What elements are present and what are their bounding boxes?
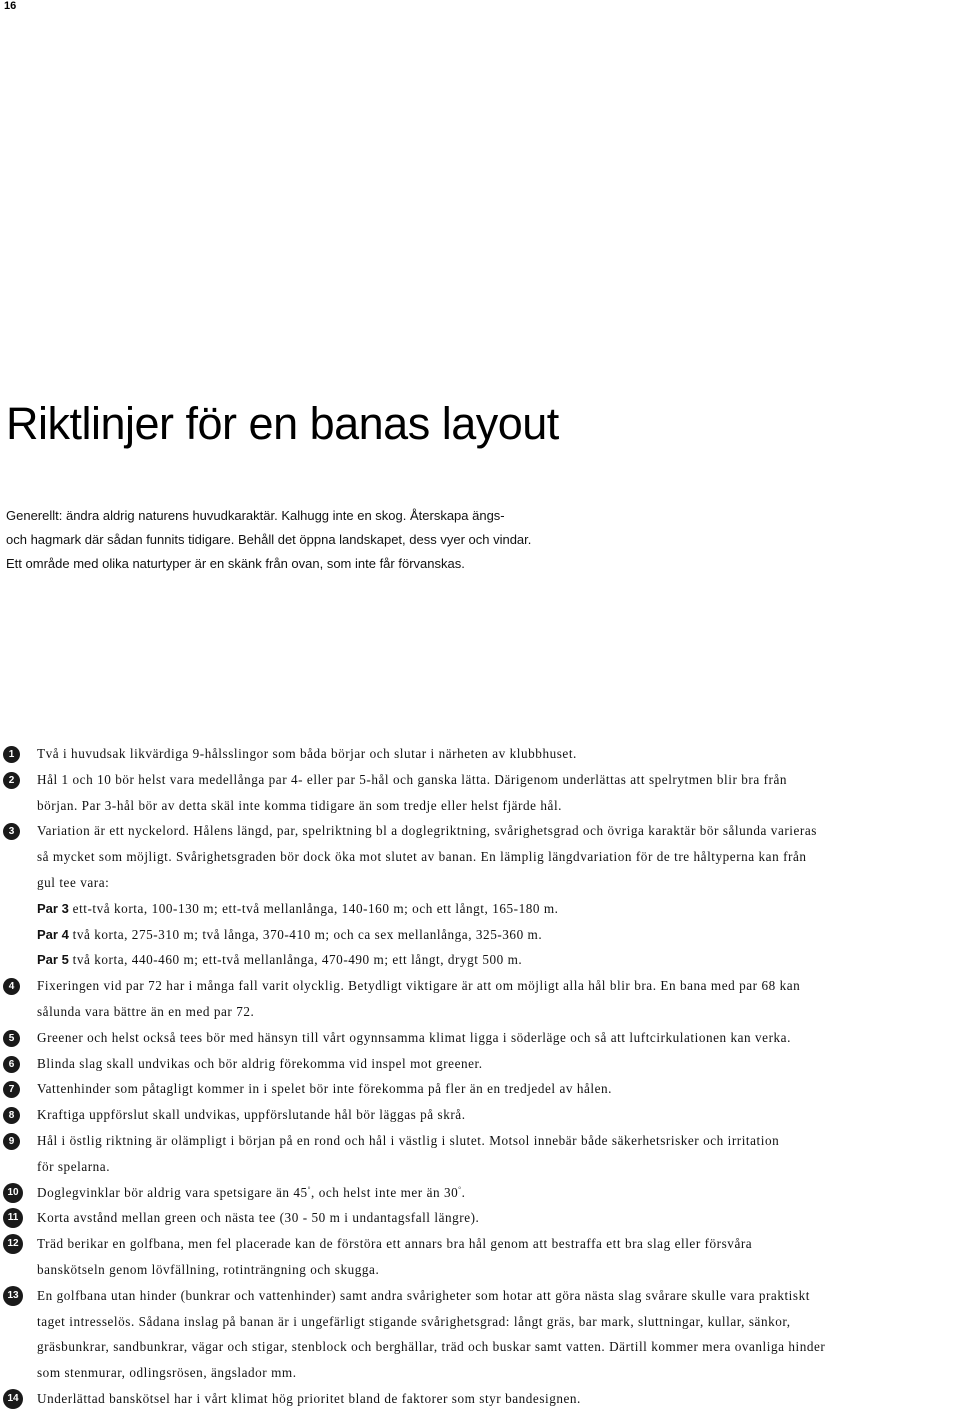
guideline-item-2 [3,767,952,819]
item-text [37,1180,952,1206]
number-badge: 12 [3,1234,23,1254]
number-badge: 1 [3,746,20,763]
guideline-list [3,741,952,1412]
number-badge: 9 [3,1133,20,1150]
guideline-item-3 [3,818,952,973]
number-badge: 7 [3,1081,20,1098]
par-row-3 [37,896,952,922]
item-text: Greener och helst också tees bör med hänsyn till vårt ogynnsamma klimat ligga i söderläge och så att luftcirkulationen kan verka. [37,1029,791,1045]
guideline-item-6 [3,1051,952,1077]
number-badge: 4 [3,978,20,995]
page-title: Riktlinjer för en banas layout [6,398,559,449]
par-text: ett-två korta, 100-130 m; ett-två mellanlånga, 140-160 m; och ett långt, 165-180 m. [68,900,559,916]
intro-line: Ett område med olika naturtyper är en skänk från ovan, som inte får förvanskas. [6,556,465,571]
guideline-item-1 [3,741,952,767]
guideline-item-4 [3,973,952,1025]
par-label: Par 5 [37,952,69,968]
par-row-5 [37,947,952,973]
number-badge: 10 [3,1183,23,1203]
number-badge: 8 [3,1107,20,1124]
item-text: Hål i östlig riktning är olämpligt i början på en rond och hål i västlig i slutet. Motsol innebär både säkerhetsrisker och irritation [37,1132,780,1148]
guideline-item-5 [3,1025,952,1051]
item-text: Korta avstånd mellan green och nästa tee (30 - 50 m i undantagsfall längre). [37,1210,480,1226]
item-text: Blinda slag skall undvikas och bör aldrig förekomma vid inspel mot greener. [37,1055,483,1071]
number-badge: 2 [3,772,20,789]
intro-line: och hagmark där sådan funnits tidigare. Behåll det öppna landskapet, dess vyer och vindar. [6,532,532,547]
item-text-part: . [461,1184,466,1200]
number-badge: 14 [3,1389,23,1409]
item-text: Hål 1 och 10 bör helst vara medellånga par 4- eller par 5-hål och ganska lätta. Därigenom underlättas att spelrytmen blir bra från [37,771,788,787]
item-text: Två i huvudsak likvärdiga 9-hålsslingor som båda börjar och slutar i närheten av klubbhuset. [37,746,577,761]
page-number: 16 [4,0,17,12]
item-text: Kraftiga uppförslut skall undvikas, uppförslutande hål bör läggas på skrå. [37,1107,466,1123]
guideline-item-10 [3,1180,952,1206]
item-text-part: , och helst inte mer än 30 [311,1184,459,1200]
item-text: taget intresselös. Sådana inslag på banan är i ungefärligt stigande svårighetsgrad: långt gräs, bar mark, sluttningar, kullar, sänkor, [37,1313,791,1329]
guideline-item-11 [3,1205,952,1231]
number-badge: 6 [3,1056,20,1073]
item-text: så mycket som möjligt. Svårighetsgraden bör dock öka mot slutet av banan. En lämplig längdvariation för de tre håltyperna kan från [37,849,807,865]
item-text-part: Doglegvinklar bör aldrig vara spetsigare än 45 [37,1184,308,1200]
intro-paragraph [6,504,531,576]
guideline-item-7 [3,1076,952,1102]
par-text: två korta, 440-460 m; ett-två mellanlånga, 470-490 m; ett långt, drygt 500 m. [68,952,523,968]
par-row-4 [37,922,952,948]
item-text: sålunda vara bättre än en med par 72. [37,1003,255,1019]
guideline-item-14 [3,1386,952,1412]
item-text: Träd berikar en golfbana, men fel placerade kan de förstöra ett annars bra hål genom att bestraffa ett bra slag eller försvåra [37,1236,753,1252]
item-text: Underlättad banskötsel har i vårt klimat hög prioritet bland de faktorer som styr bandesignen. [37,1390,581,1406]
number-badge: 5 [3,1030,20,1047]
number-badge: 3 [3,823,20,840]
par-label: Par 4 [37,926,69,942]
item-text: Variation är ett nyckelord. Hålens längd, par, spelriktning bl a doglegriktning, svårighetsgrad och övriga karaktär bör sålunda varieras [37,823,817,839]
item-text: gul tee vara: [37,874,110,890]
par-text: två korta, 275-310 m; två långa, 370-410 m; och ca sex mellanlånga, 325-360 m. [68,926,543,942]
item-text: som stenmurar, odlingsrösen, ängslador mm. [37,1365,297,1381]
guideline-item-8 [3,1102,952,1128]
degree-symbol: ° [458,1185,462,1194]
intro-line: Generellt: ändra aldrig naturens huvudkaraktär. Kalhugg inte en skog. Återskapa ängs- [6,508,505,523]
degree-symbol: ° [307,1185,312,1194]
guideline-item-9 [3,1128,952,1180]
item-text: Vattenhinder som påtagligt kommer in i spelet bör inte förekomma på fler än en tredjedel av hålen. [37,1081,612,1097]
item-text: Fixeringen vid par 72 har i många fall varit olycklig. Betydligt viktigare är att om möjligt alla hål blir bra. En bana med par 68 kan [37,978,801,994]
item-text: gräsbunkrar, sandbunkrar, vägar och stigar, stenblock och berghällar, träd och buskar samt vatten. Därtill kommer mera ovanliga hinder [37,1339,826,1355]
number-badge: 13 [3,1286,23,1306]
par-label: Par 3 [37,900,69,916]
item-text: En golfbana utan hinder (bunkrar och vattenhinder) samt andra svårigheter som hotar att göra nästa slag svårare skulle vara praktiskt [37,1287,810,1303]
guideline-item-12 [3,1231,952,1283]
item-text: för spelarna. [37,1158,111,1174]
guideline-item-13 [3,1283,952,1386]
number-badge: 11 [3,1208,23,1228]
item-text: banskötseln genom lövfällning, rotinträngning och skugga. [37,1261,380,1277]
item-text: början. Par 3-hål bör av detta skäl inte komma tidigare än som tredje eller helst fjärde hål. [37,797,563,813]
